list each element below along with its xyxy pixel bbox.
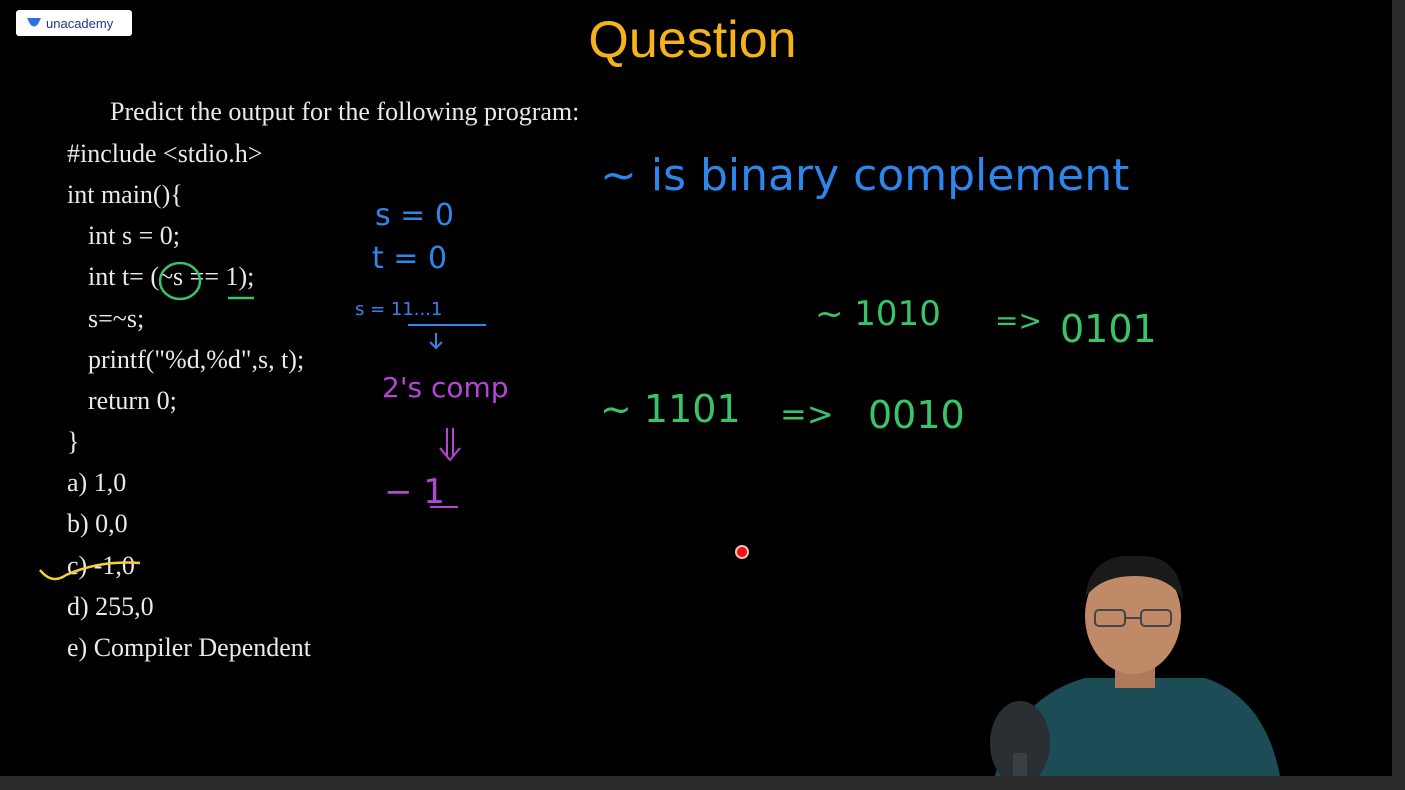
example-1-arrow: => (995, 304, 1042, 337)
note-s-bits: s = 11...1 (355, 299, 443, 320)
window-scrollbar-right (1392, 0, 1405, 790)
code-line-5: s=~s; (88, 304, 145, 333)
note-twos-complement: 2's comp (382, 371, 509, 404)
option-b: b) 0,0 (67, 509, 128, 538)
code-line-2: int main(){ (67, 180, 183, 209)
note-s-equals-0: s = 0 (375, 198, 454, 233)
example-2-input: ~ 1101 (600, 387, 741, 431)
question-prompt: Predict the output for the following program: (110, 97, 580, 126)
down-arrow-icon (430, 333, 442, 348)
option-a: a) 1,0 (67, 468, 127, 497)
code-line-8: } (67, 427, 80, 456)
option-d: d) 255,0 (67, 592, 154, 621)
laser-pointer (737, 547, 747, 557)
code-line-6: printf("%d,%d",s, t); (88, 345, 305, 374)
example-1-input: ~ 1010 (815, 294, 941, 334)
instructor-webcam (975, 548, 1288, 776)
slide-title: Question (588, 11, 797, 69)
note-minus-one: − 1 (384, 472, 445, 512)
code-line-3: int s = 0; (88, 221, 180, 250)
window-border-bottom (0, 776, 1405, 790)
option-e: e) Compiler Dependent (67, 633, 312, 662)
code-line-7: return 0; (88, 386, 177, 415)
presenter-icon (975, 548, 1288, 776)
example-2-output: 0010 (868, 393, 965, 437)
note-t-equals-0: t = 0 (372, 241, 448, 276)
example-2-arrow: => (780, 395, 834, 433)
double-down-arrow-icon (440, 428, 460, 460)
example-1-output: 0101 (1060, 307, 1157, 351)
code-line-1: #include <stdio.h> (67, 139, 263, 168)
option-c: c) -1,0 (67, 551, 135, 580)
note-binary-complement: ~ is binary complement (600, 150, 1130, 201)
code-line-4: int t= (~s == 1); (88, 262, 255, 291)
logo-text: unacademy (46, 15, 114, 31)
